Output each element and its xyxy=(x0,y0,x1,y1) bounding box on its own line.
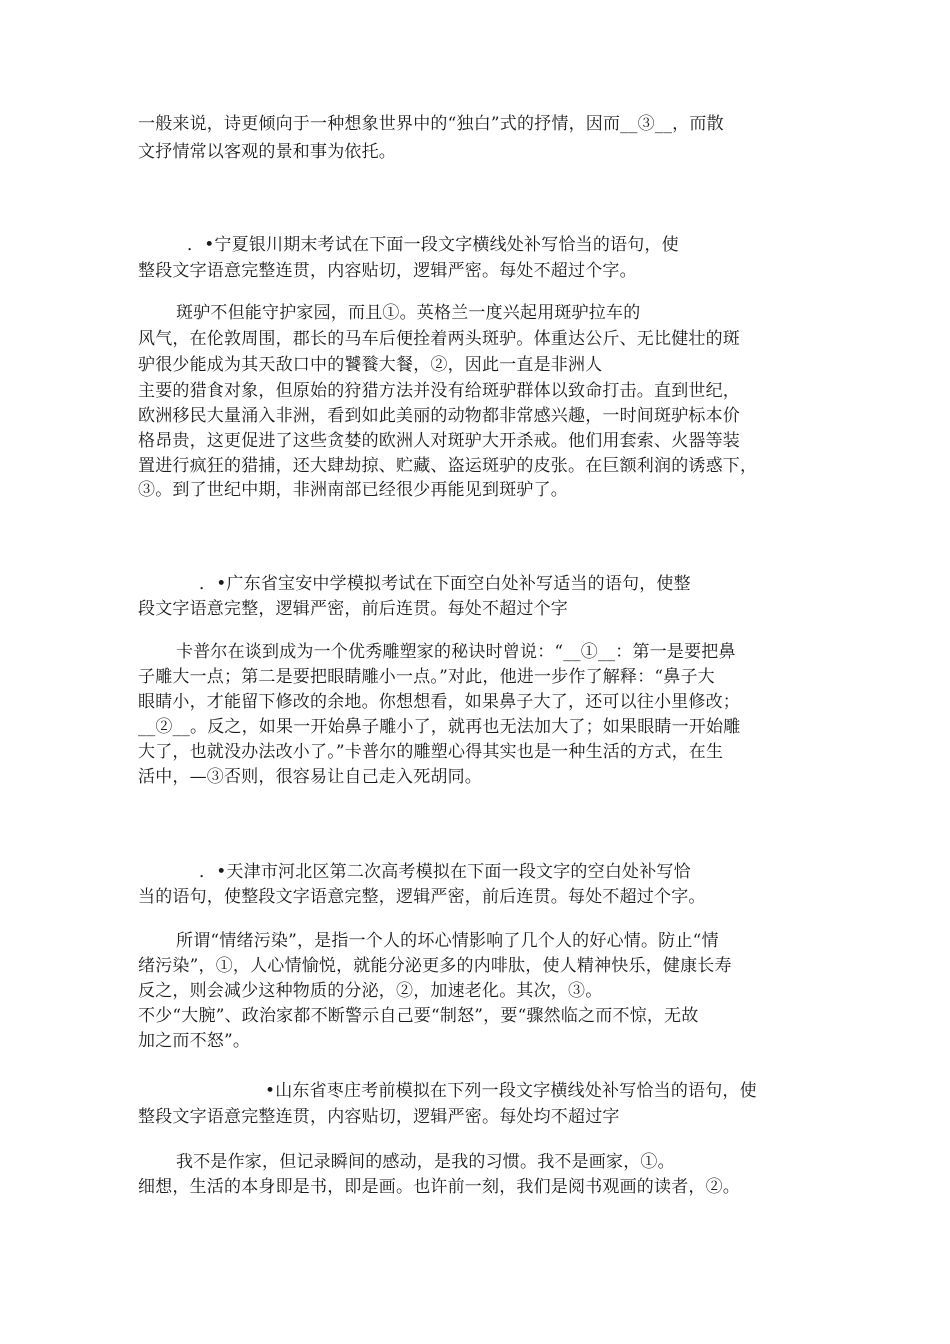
question-heading-line: 段文字语意完整，逻辑严密，前后连贯。每处不超过个字 xyxy=(138,599,568,619)
passage-line: ③。到了世纪中期，非洲南部已经很少再能见到斑驴了。 xyxy=(138,480,568,500)
question-heading-line: 当的语句，使整段文字语意完整，逻辑严密，前后连贯。每处不超过个字。 xyxy=(138,887,706,907)
passage-line: 主要的猎食对象，但原始的狩猎方法并没有给斑驴群体以致命打击。直到世纪， xyxy=(138,381,740,401)
question-heading-line: ．•广东省宝安中学模拟考试在下面空白处补写适当的语句，使整 xyxy=(199,574,691,594)
passage-line: 置进行疯狂的猎捕，还大肆劫掠、贮藏、盗运斑驴的皮张。在巨额利润的诱惑下， xyxy=(138,456,758,476)
passage-line: 驴很少能成为其天敌口中的饕餮大餐，②，因此一直是非洲人 xyxy=(138,355,603,375)
passage-line: 眼睛小，才能留下修改的余地。你想想看，如果鼻子大了，还可以往小里修改； xyxy=(138,692,740,712)
passage-line: 我不是作家，但记录瞬间的感动，是我的习惯。我不是画家，①。 xyxy=(176,1152,675,1172)
passage-line: 所谓“情绪污染”，是指一个人的坏心情影响了几个人的好心情。防止“情 xyxy=(176,931,719,951)
text-line: 文抒情常以客观的景和事为依托。 xyxy=(138,142,396,162)
passage-line: 绪污染”，①，人心情愉悦，就能分泌更多的内啡肽，使人精神快乐，健康长寿 xyxy=(138,956,732,976)
text-line: 一般来说，诗更倾向于一种想象世界中的“独白”式的抒情，因而__③__，而散 xyxy=(138,114,724,134)
passage-line: 反之，则会减少这种物质的分泌，②，加速老化。其次，③。 xyxy=(138,981,603,1001)
question-heading-line: 整段文字语意完整连贯，内容贴切，逻辑严密。每处均不超过字 xyxy=(138,1107,620,1127)
question-heading-line: ．•宁夏银川期末考试在下面一段文字横线处补写恰当的语句，使 xyxy=(187,235,679,255)
passage-line: 子雕大一点；第二是要把眼睛雕小一点。”对此，他进一步作了解释：“鼻子大 xyxy=(138,667,715,687)
passage-line: __②__。反之，如果一开始鼻子雕小了，就再也无法加大了；如果眼睛一开始雕 xyxy=(138,717,741,737)
passage-line: 风气，在伦敦周围，郡长的马车后便拴着两头斑驴。体重达公斤、无比健壮的斑 xyxy=(138,329,740,349)
passage-line: 欧洲移民大量涌入非洲，看到如此美丽的动物都非常感兴趣，一时间斑驴标本价 xyxy=(138,406,740,426)
passage-line: 不少“大腕”、政治家都不断警示自己要“制怒”，要“骤然临之而不惊，无故 xyxy=(138,1006,699,1026)
passage-line: 斑驴不但能守护家园，而且①。英格兰一度兴起用斑驴拉车的 xyxy=(176,303,641,323)
passage-line: 卡普尔在谈到成为一个优秀雕塑家的秘诀时曾说：“__①__：第一是要把鼻 xyxy=(176,642,736,662)
passage-line: 活中，—③否则，很容易让自己走入死胡同。 xyxy=(138,767,482,787)
question-heading-line: ．•天津市河北区第二次高考模拟在下面一段文字的空白处补写恰 xyxy=(199,862,691,882)
passage-line: 加之而不怒”。 xyxy=(138,1031,251,1051)
passage-line: 大了，也就没办法改小了。”卡普尔的雕塑心得其实也是一种生活的方式，在生 xyxy=(138,742,724,762)
question-heading-line: •山东省枣庄考前模拟在下列一段文字横线处补写恰当的语句，使 xyxy=(265,1081,757,1101)
question-heading-line: 整段文字语意完整连贯，内容贴切，逻辑严密。每处不超过个字。 xyxy=(138,261,637,281)
passage-line: 细想，生活的本身即是书，即是画。也许前一刻，我们是阅书观画的读者，②。 xyxy=(138,1177,740,1197)
passage-line: 格昂贵，这更促进了这些贪婪的欧洲人对斑驴大开杀戒。他们用套索、火器等装 xyxy=(138,431,740,451)
